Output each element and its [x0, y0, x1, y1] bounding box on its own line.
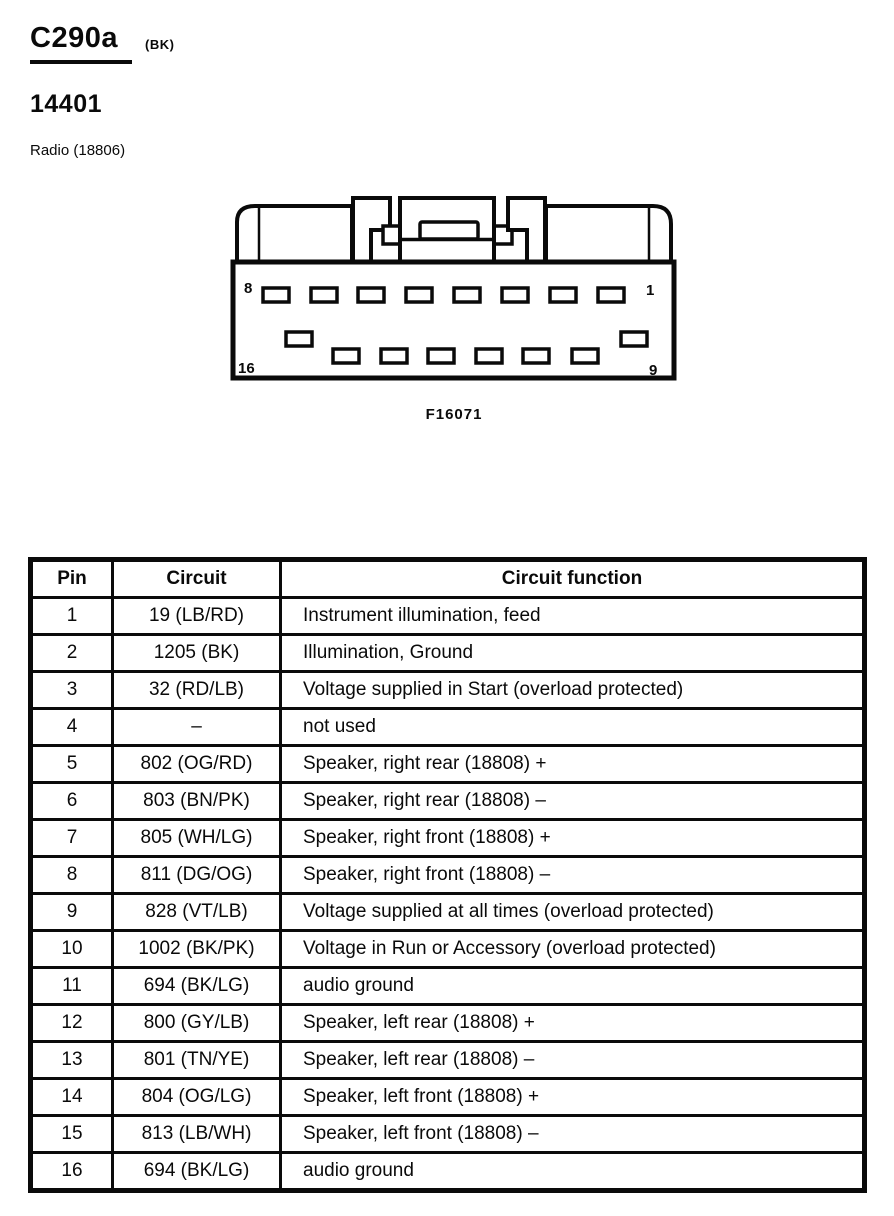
- circuit-cell: 694 (BK/LG): [113, 968, 281, 1005]
- pin-cell: 15: [31, 1116, 113, 1153]
- table-row: [31, 1116, 865, 1153]
- pin-cell: 4: [31, 709, 113, 746]
- pin-cell: 14: [31, 1079, 113, 1116]
- pin-slot: [550, 288, 576, 302]
- pin-label-9: 9: [649, 362, 658, 379]
- function-cell: audio ground: [281, 1153, 865, 1191]
- connector-left-shoulder: [237, 206, 352, 262]
- table-row: [31, 635, 865, 672]
- circuit-cell: 804 (OG/LG): [113, 1079, 281, 1116]
- table-row: [31, 1079, 865, 1116]
- pin-slot: [502, 288, 528, 302]
- function-cell: Speaker, left front (18808) +: [281, 1079, 865, 1116]
- table-row: [31, 672, 865, 709]
- table-row: [31, 894, 865, 931]
- function-cell: Voltage supplied in Start (overload protected): [281, 672, 865, 709]
- function-cell: Voltage supplied at all times (overload protected): [281, 894, 865, 931]
- pin-label-16: 16: [238, 360, 255, 377]
- connector-latch-tongue: [420, 222, 478, 239]
- pin-cell: 2: [31, 635, 113, 672]
- circuit-cell: –: [113, 709, 281, 746]
- function-cell: not used: [281, 709, 865, 746]
- table-row: [31, 709, 865, 746]
- circuit-cell: 800 (GY/LB): [113, 1005, 281, 1042]
- pin-slot: [428, 349, 454, 363]
- part-number: 14401: [30, 90, 103, 118]
- table-row: [31, 1042, 865, 1079]
- function-cell: Instrument illumination, feed: [281, 598, 865, 635]
- connector-left-tab: [383, 226, 400, 244]
- table-row: [31, 820, 865, 857]
- pin-label-8: 8: [244, 280, 253, 297]
- pin-cell: 10: [31, 931, 113, 968]
- pin-slot: [263, 288, 289, 302]
- pin-slot: [358, 288, 384, 302]
- pin-slot: [523, 349, 549, 363]
- circuit-cell: 828 (VT/LB): [113, 894, 281, 931]
- circuit-cell: 1002 (BK/PK): [113, 931, 281, 968]
- table-row: [31, 968, 865, 1005]
- figure-caption: F16071: [425, 406, 483, 423]
- pin-cell: 5: [31, 746, 113, 783]
- function-cell: Speaker, left rear (18808) –: [281, 1042, 865, 1079]
- connector-diagram: [228, 192, 680, 392]
- table-row: [31, 1005, 865, 1042]
- pin-slot: [286, 332, 312, 346]
- column-header-function: Circuit function: [281, 560, 865, 598]
- pin-cell: 11: [31, 968, 113, 1005]
- table-row: [31, 1153, 865, 1191]
- pin-cell: 3: [31, 672, 113, 709]
- pin-cell: 1: [31, 598, 113, 635]
- pin-cell: 13: [31, 1042, 113, 1079]
- component-name: Radio (18806): [30, 142, 126, 159]
- circuit-cell: 802 (OG/RD): [113, 746, 281, 783]
- pin-slot: [598, 288, 624, 302]
- connector-right-latch: [508, 198, 545, 262]
- circuit-cell: 32 (RD/LB): [113, 672, 281, 709]
- function-cell: Illumination, Ground: [281, 635, 865, 672]
- column-header-pin: Pin: [31, 560, 113, 598]
- function-cell: audio ground: [281, 968, 865, 1005]
- function-cell: Speaker, left front (18808) –: [281, 1116, 865, 1153]
- pin-slot: [572, 349, 598, 363]
- connector-drawing: [228, 192, 680, 392]
- pin-label-1: 1: [646, 282, 655, 299]
- connector-right-shoulder: [546, 206, 671, 262]
- table-row: [31, 746, 865, 783]
- pin-slot: [333, 349, 359, 363]
- pin-cell: 8: [31, 857, 113, 894]
- table-row: [31, 783, 865, 820]
- pin-slot: [476, 349, 502, 363]
- table-row: [31, 857, 865, 894]
- connector-id-title: C290a: [30, 22, 132, 64]
- pin-slot: [406, 288, 432, 302]
- circuit-cell: 811 (DG/OG): [113, 857, 281, 894]
- pin-cell: 7: [31, 820, 113, 857]
- column-header-circuit: Circuit: [113, 560, 281, 598]
- circuit-cell: 694 (BK/LG): [113, 1153, 281, 1191]
- circuit-cell: 803 (BN/PK): [113, 783, 281, 820]
- function-cell: Speaker, right rear (18808) +: [281, 746, 865, 783]
- circuit-cell: 805 (WH/LG): [113, 820, 281, 857]
- pinout-table: [28, 557, 867, 1193]
- pin-cell: 16: [31, 1153, 113, 1191]
- function-cell: Speaker, left rear (18808) +: [281, 1005, 865, 1042]
- circuit-cell: 801 (TN/YE): [113, 1042, 281, 1079]
- circuit-cell: 1205 (BK): [113, 635, 281, 672]
- table-row: [31, 931, 865, 968]
- connector-color-code: (BK): [145, 37, 175, 52]
- pin-cell: 12: [31, 1005, 113, 1042]
- function-cell: Voltage in Run or Accessory (overload protected): [281, 931, 865, 968]
- circuit-cell: 19 (LB/RD): [113, 598, 281, 635]
- function-cell: Speaker, right rear (18808) –: [281, 783, 865, 820]
- function-cell: Speaker, right front (18808) +: [281, 820, 865, 857]
- table-header-row: [31, 560, 865, 598]
- pin-slot: [311, 288, 337, 302]
- pin-table-body: [31, 598, 865, 1191]
- pin-slot: [454, 288, 480, 302]
- pin-cell: 6: [31, 783, 113, 820]
- circuit-cell: 813 (LB/WH): [113, 1116, 281, 1153]
- table-row: [31, 598, 865, 635]
- pin-slot: [621, 332, 647, 346]
- function-cell: Speaker, right front (18808) –: [281, 857, 865, 894]
- pin-cell: 9: [31, 894, 113, 931]
- pin-slot: [381, 349, 407, 363]
